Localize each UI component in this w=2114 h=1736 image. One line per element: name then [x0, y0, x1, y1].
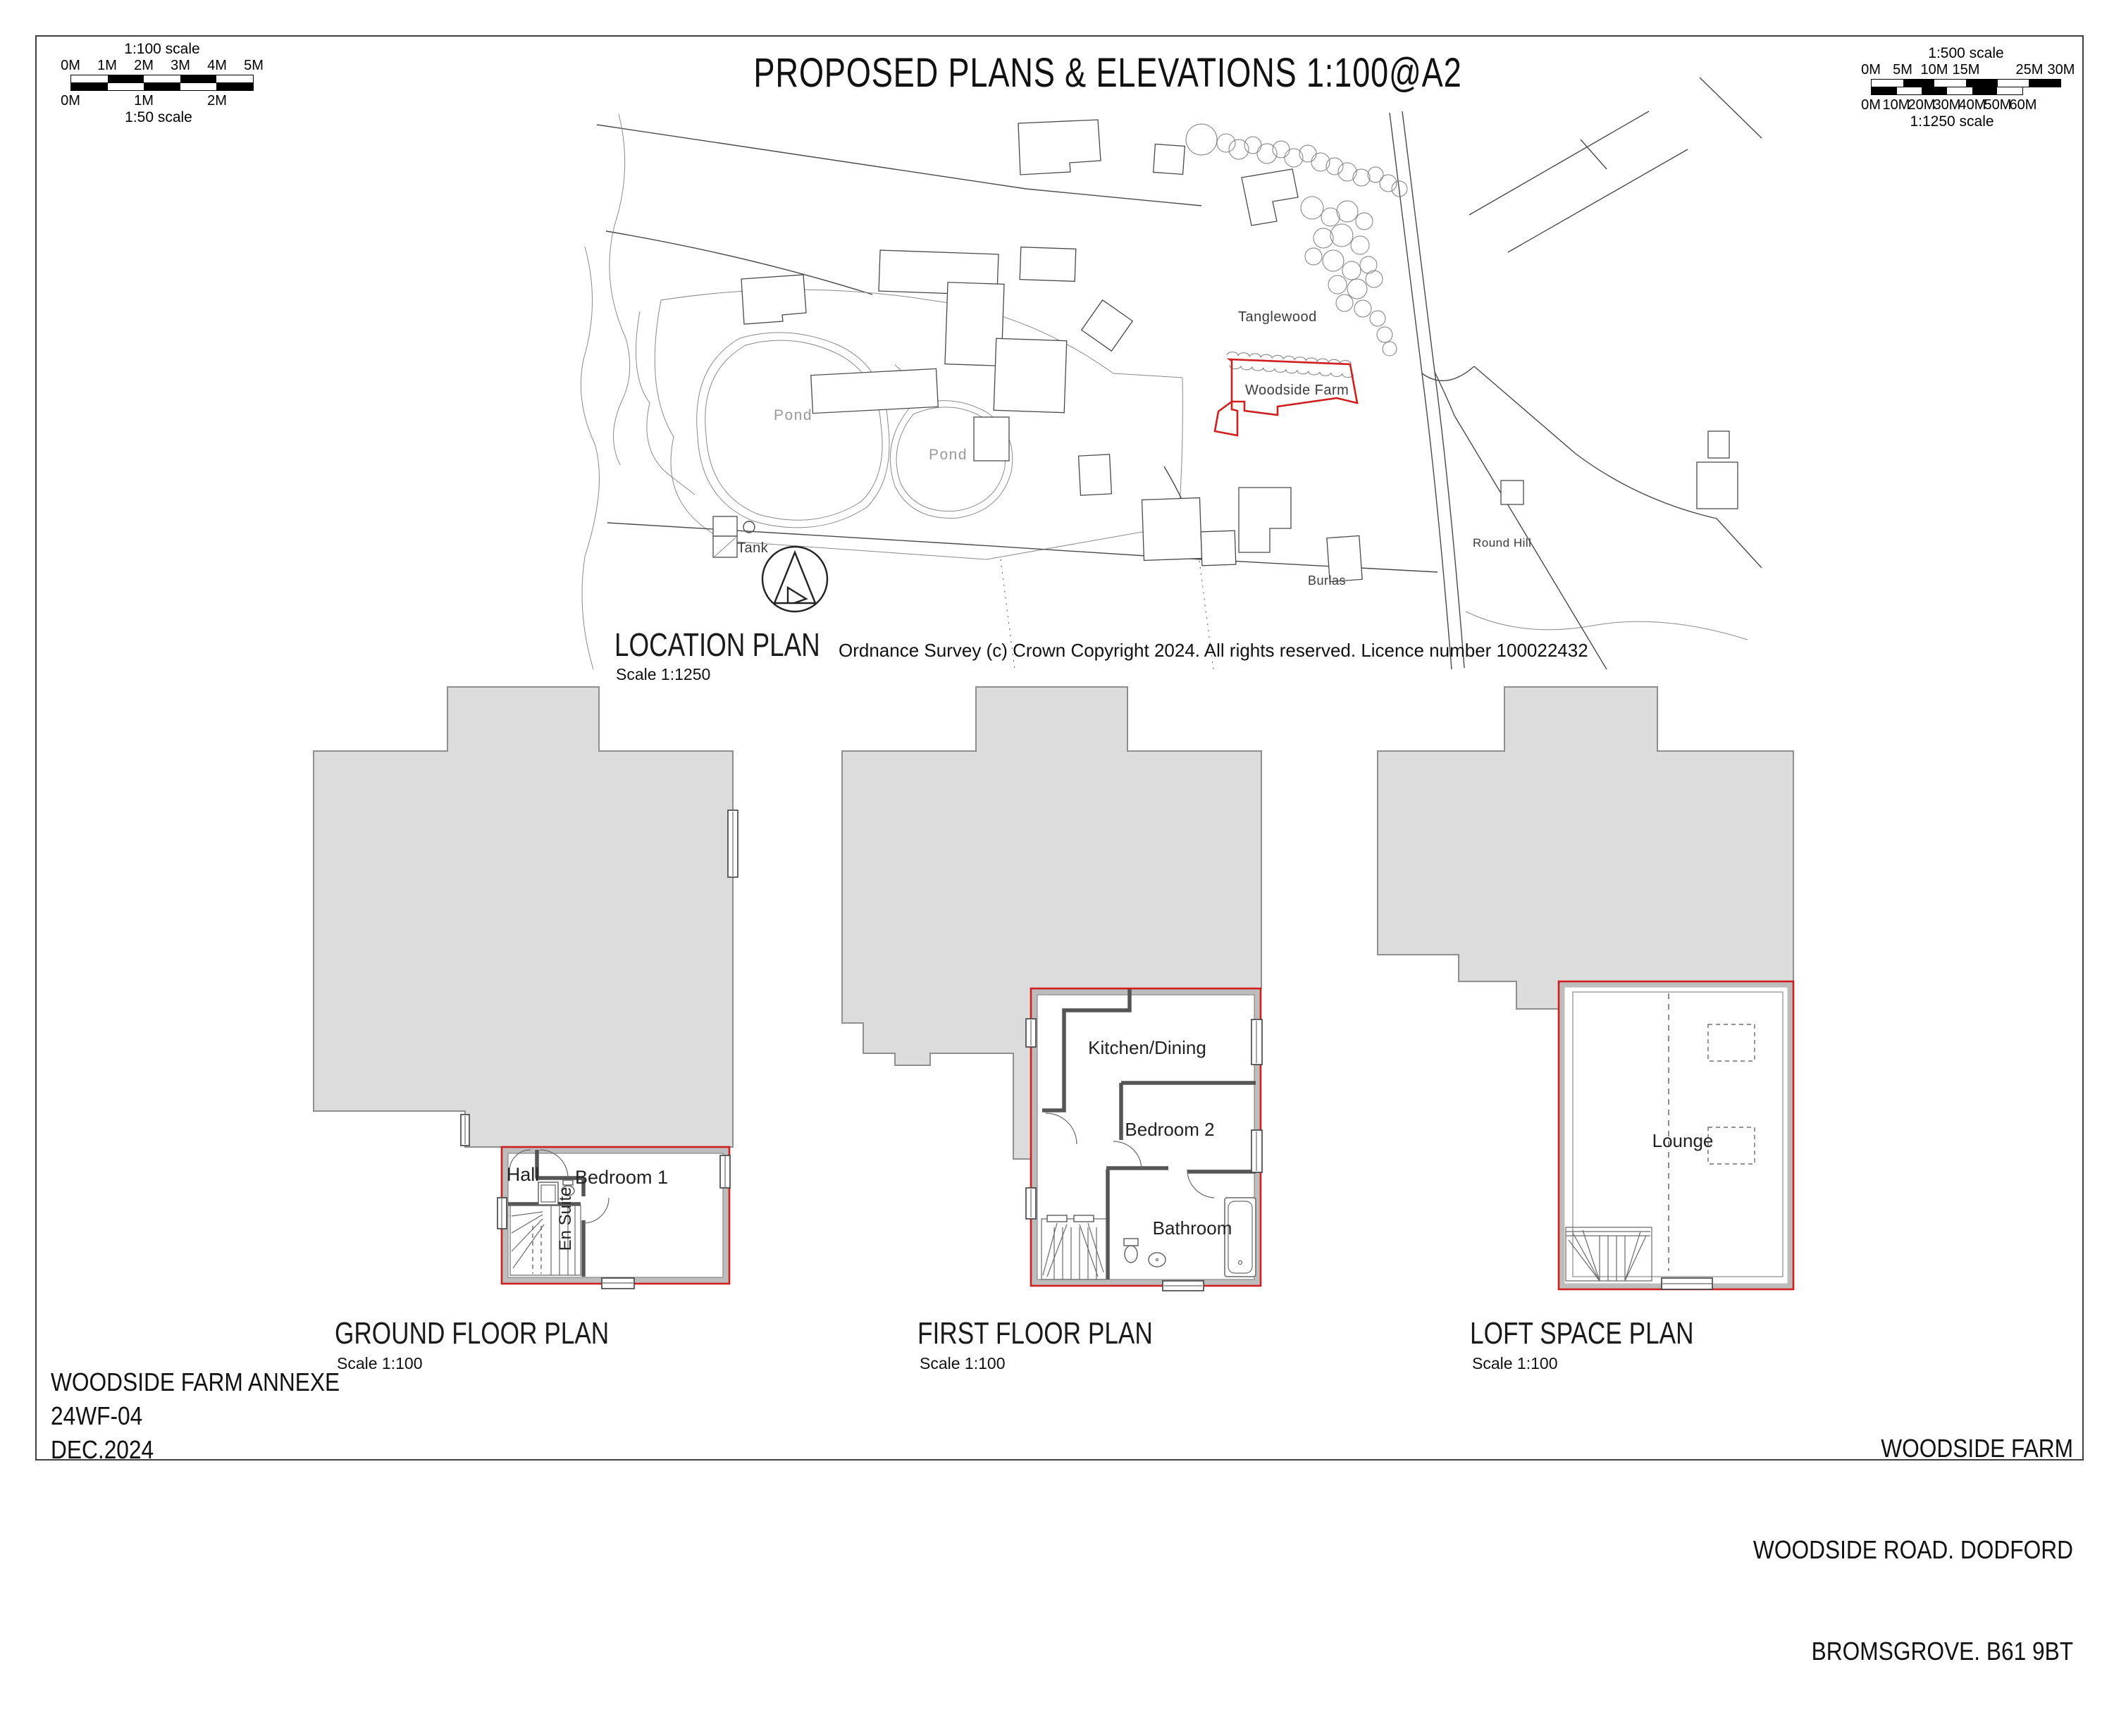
ground-floor-title: GROUND FLOOR PLAN — [335, 1316, 610, 1351]
scale-bar-upper-label: 1:100 scale — [124, 41, 200, 57]
scale-segment — [1872, 87, 1897, 94]
loft-space-scale: Scale 1:100 — [1472, 1354, 1558, 1372]
first-floor-scale: Scale 1:100 — [920, 1354, 1006, 1372]
ground-floor-plan-drawing — [303, 676, 754, 1296]
location-plan-heading-wrap — [614, 626, 872, 664]
map-buildings — [741, 120, 1738, 582]
room-label-bedroom1: Bedroom 1 — [574, 1167, 669, 1188]
scale-bar-row-lower — [70, 82, 254, 91]
map-label-tanglewood: Tanglewood — [1238, 309, 1317, 325]
first-floor-title-wrap — [917, 1316, 1211, 1351]
tick: 10M — [1882, 97, 1910, 113]
scale-segment — [1872, 80, 1903, 87]
existing-building-outline — [1378, 687, 1793, 1009]
room-label-lounge: Lounge — [1652, 1130, 1714, 1151]
drawing-date: DEC.2024 — [51, 1435, 154, 1464]
tick: 2M — [134, 58, 154, 73]
room-label-bathroom: Bathroom — [1152, 1217, 1232, 1239]
scale-segment — [2029, 80, 2060, 87]
tick: 60M — [2009, 97, 2037, 113]
tick: 20M — [1908, 97, 1936, 113]
north-arrow-icon — [762, 547, 827, 612]
scale-segment — [1897, 87, 1922, 94]
tick: 0M — [1861, 97, 1881, 113]
tick: 15M — [1952, 62, 1980, 78]
location-plan-scale: Scale 1:1250 — [616, 665, 711, 683]
scale-bar-row-lower — [1871, 87, 2023, 95]
tick: 2M — [207, 93, 227, 108]
title-block-right — [1710, 1364, 2073, 1736]
tick: 30M — [1933, 97, 1961, 113]
map-hedge — [1227, 352, 1354, 378]
room-label-kitchen: Kitchen/Dining — [1088, 1037, 1206, 1058]
map-label-pond-2: Pond — [929, 447, 968, 463]
first-floor-title: FIRST FLOOR PLAN — [917, 1316, 1153, 1351]
tick: 5M — [1893, 62, 1912, 78]
scale-segment — [180, 75, 217, 82]
map-field-boundaries — [581, 114, 1748, 669]
map-label-round-hill: Round Hill — [1473, 536, 1532, 550]
loft-space-plan-drawing — [1367, 676, 1818, 1296]
tick: 4M — [207, 58, 227, 73]
map-label-burlas: Burlas — [1308, 574, 1347, 588]
tick: 25M — [2015, 62, 2044, 78]
scale-segment — [180, 83, 217, 90]
map-label-pond-1: Pond — [774, 407, 813, 423]
map-roads — [1390, 78, 1762, 669]
scale-bar-lower-label: 1:50 scale — [125, 109, 192, 125]
tick: 0M — [1861, 62, 1881, 78]
page-title: PROPOSED PLANS & ELEVATIONS 1:100@A2 — [753, 50, 1462, 96]
tick: 40M — [1958, 97, 1986, 113]
scale-segment — [1997, 87, 2022, 94]
site-road: WOODSIDE ROAD. DODFORD — [1753, 1535, 2073, 1564]
scale-segment — [144, 75, 180, 82]
loft-space-title-wrap — [1470, 1316, 1750, 1351]
scale-segment — [108, 83, 144, 90]
tick: 0M — [61, 58, 80, 73]
title-block-left — [51, 1365, 379, 1467]
scale-segment — [71, 75, 108, 82]
scale-segment — [216, 75, 253, 82]
tick: 50M — [1984, 97, 2012, 113]
scale-bar-upper-label: 1:500 scale — [1928, 45, 2004, 61]
scale-segment — [1947, 87, 1972, 94]
loft-space-title: LOFT SPACE PLAN — [1470, 1316, 1694, 1351]
tick: 10M — [1920, 62, 1948, 78]
room-label-hall: Hall — [506, 1164, 540, 1185]
scale-segment — [71, 83, 108, 90]
tick: 1M — [134, 93, 154, 108]
first-floor-plan-drawing — [832, 676, 1282, 1296]
os-copyright: Ordnance Survey (c) Crown Copyright 2024. All rights reserved. Licence number 100022432 — [839, 640, 1588, 661]
map-label-tank: Tank — [737, 540, 769, 556]
scale-bar-lower-label: 1:1250 scale — [1910, 113, 1994, 130]
ground-floor-title-wrap — [335, 1316, 678, 1351]
scale-segment — [108, 75, 144, 82]
scale-segment — [216, 83, 253, 90]
scale-segment — [1998, 80, 2029, 87]
map-label-woodside-farm: Woodside Farm — [1245, 383, 1349, 398]
tick: 30M — [2047, 62, 2075, 78]
scale-segment — [1934, 80, 1966, 87]
site-name: WOODSIDE FARM — [1881, 1434, 2073, 1463]
project-name: WOODSIDE FARM ANNEXE — [51, 1368, 340, 1396]
annexe-windows — [1662, 1278, 1712, 1289]
site-town-postcode: BROMSGROVE. B61 9BT — [1811, 1637, 2073, 1666]
ground-floor-scale: Scale 1:100 — [337, 1354, 423, 1372]
scale-segment — [144, 83, 180, 90]
location-plan-map — [564, 70, 1762, 669]
room-label-en-suite: En Suite — [556, 1186, 575, 1251]
tick: 1M — [97, 58, 117, 73]
drawing-number: 24WF-04 — [51, 1401, 143, 1430]
scale-segment — [1922, 87, 1947, 94]
tick: 0M — [61, 93, 80, 108]
room-label-bedroom2: Bedroom 2 — [1125, 1119, 1215, 1140]
scale-segment — [1966, 80, 1998, 87]
tick: 5M — [244, 58, 264, 73]
existing-building-outline — [314, 687, 733, 1147]
scale-segment — [1903, 80, 1935, 87]
location-plan-heading: LOCATION PLAN — [614, 626, 820, 663]
scale-segment — [1972, 87, 1998, 94]
tick: 3M — [171, 58, 190, 73]
